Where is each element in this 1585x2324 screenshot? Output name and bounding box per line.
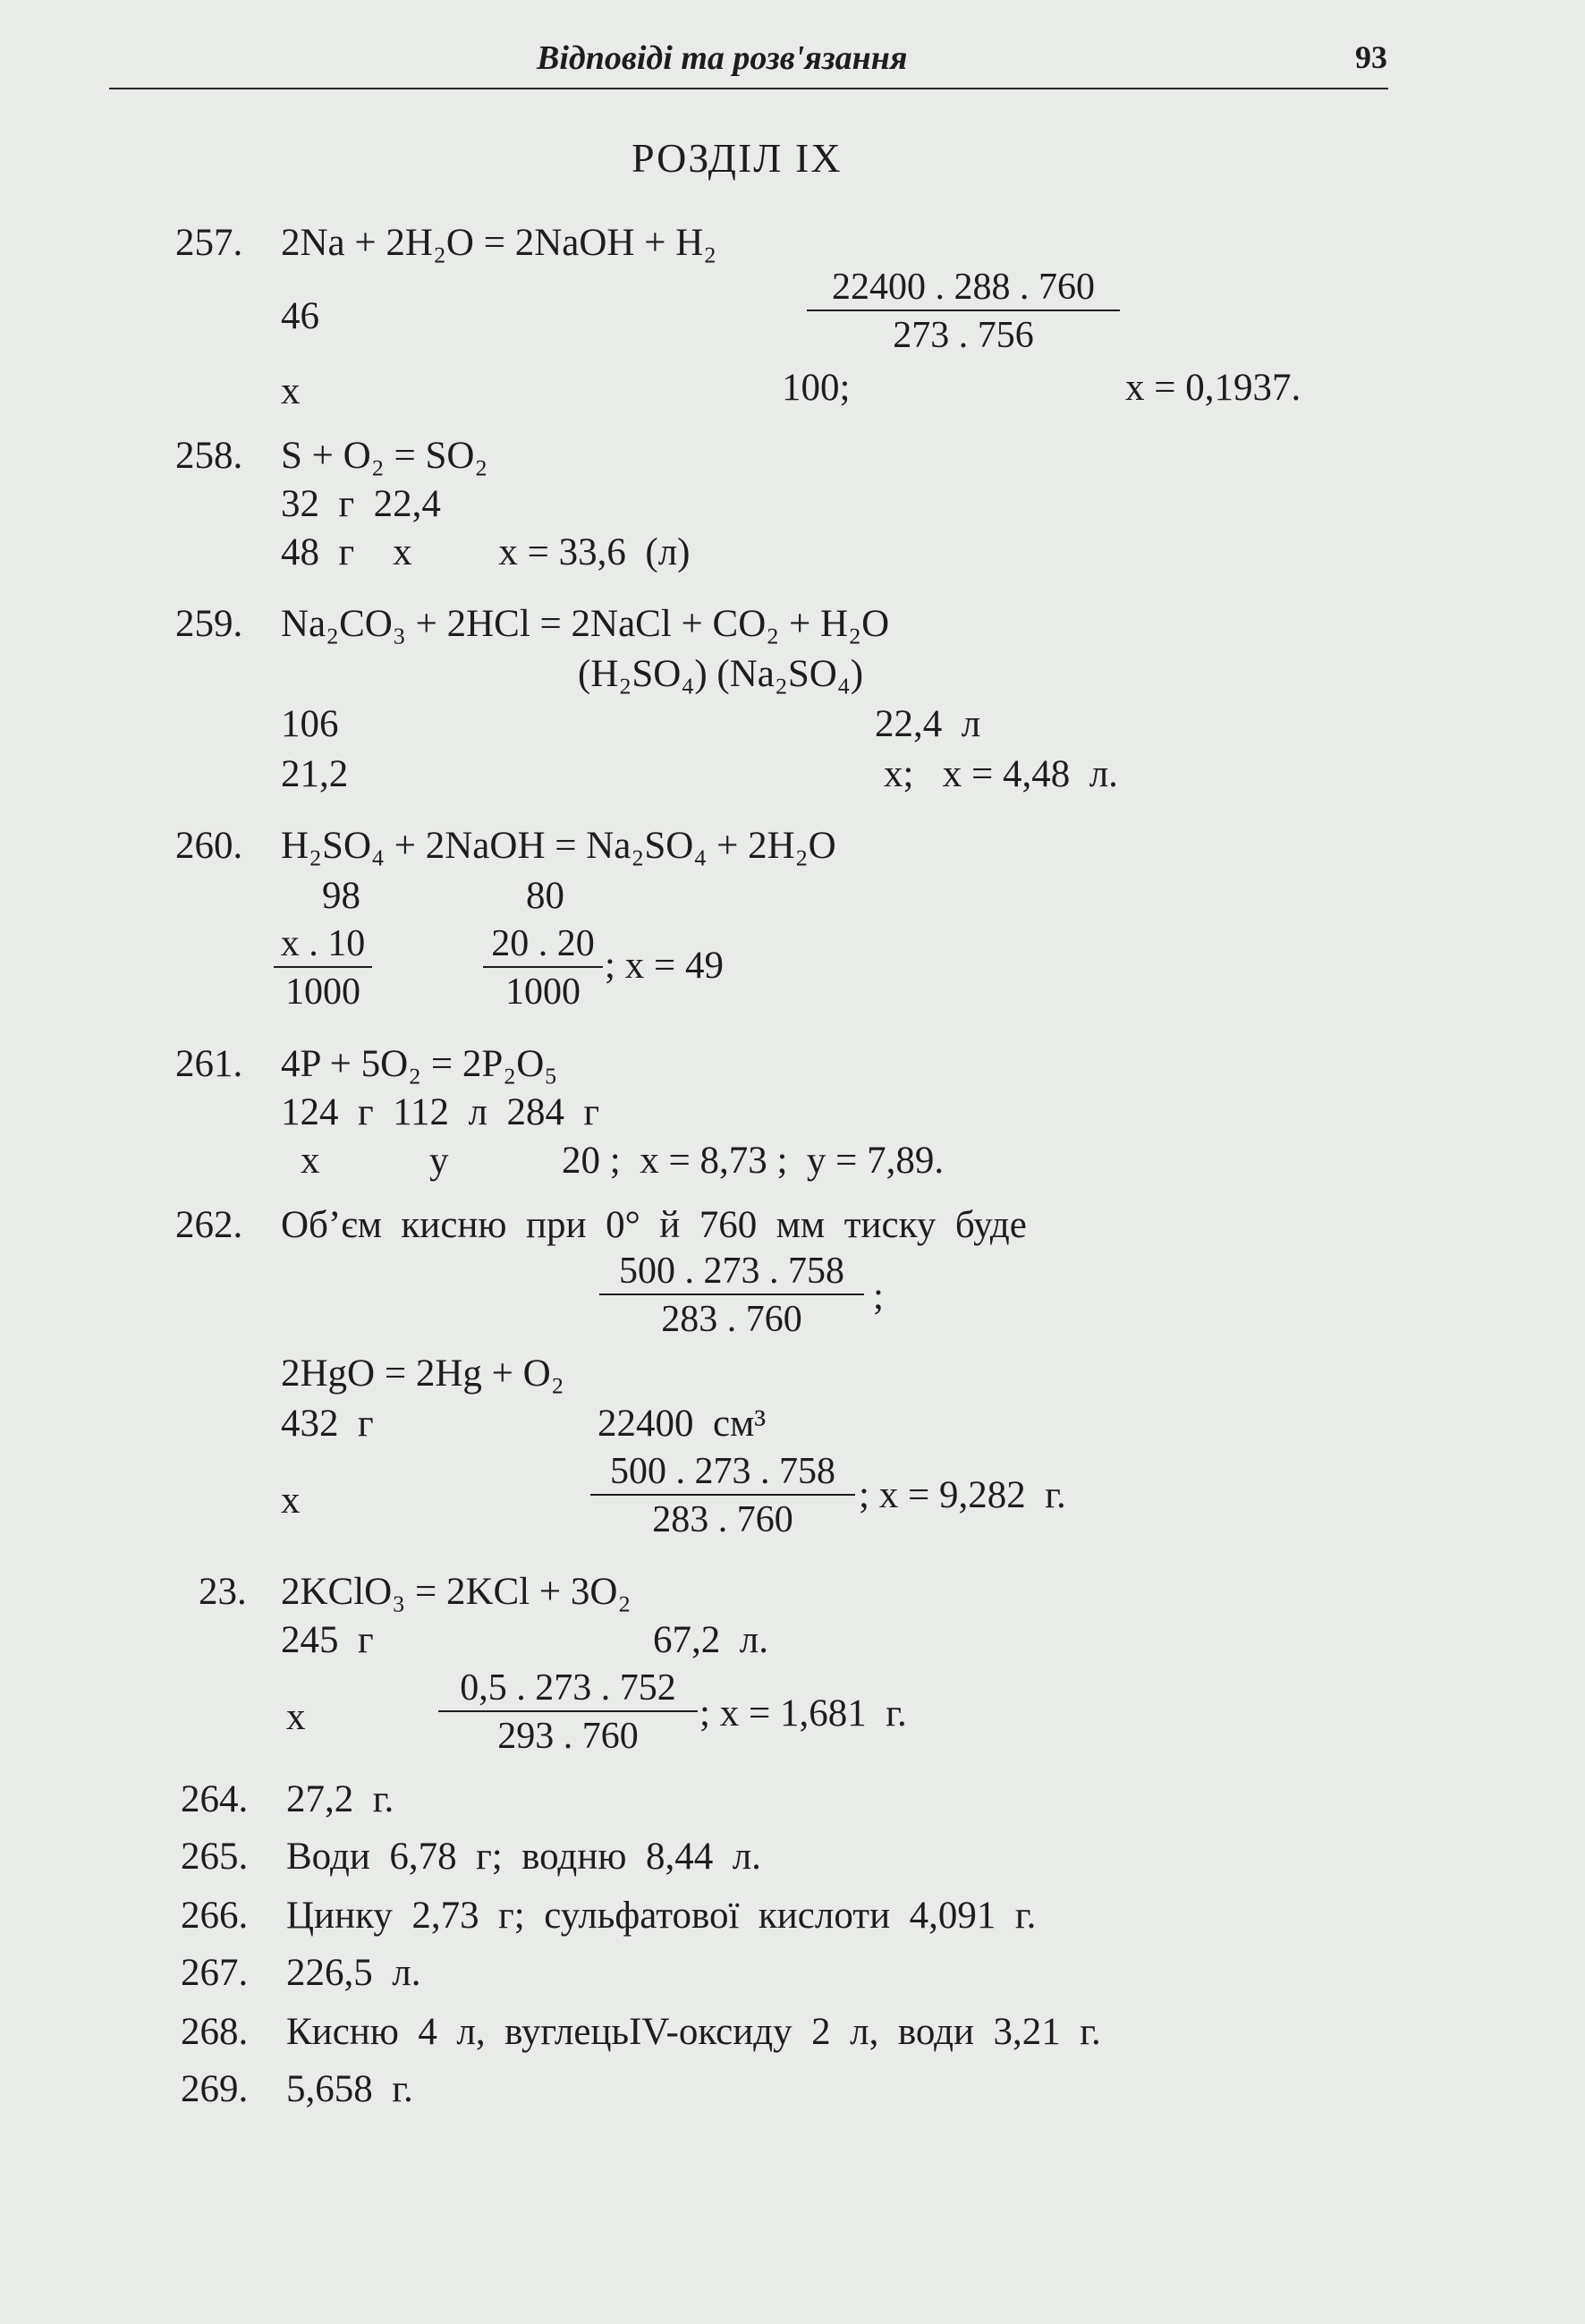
line-text: 46 bbox=[281, 295, 319, 337]
line-text: 48 г x x = 33,6 (л) bbox=[281, 531, 691, 573]
problem-number: 262. bbox=[175, 1204, 243, 1246]
result: ; x = 9,282 г. bbox=[859, 1474, 1066, 1516]
line-text: y bbox=[429, 1140, 449, 1182]
answer-text: Цинку 2,73 г; сульфатової кислоти 4,091 г. bbox=[286, 1895, 1037, 1937]
fraction-numerator: 500 . 273 . 758 bbox=[619, 1251, 844, 1292]
answer-text: Води 6,78 г; водню 8,44 л. bbox=[286, 1836, 761, 1878]
equation: 4P + 5O₂ = 2P₂O₅ bbox=[281, 1043, 558, 1085]
problem-number: 258. bbox=[175, 435, 243, 477]
fraction-denominator: 1000 bbox=[285, 971, 360, 1013]
fraction-numerator: 0,5 . 273 . 752 bbox=[460, 1667, 676, 1709]
line-text: 32 г 22,4 bbox=[281, 483, 441, 525]
fraction-denominator: 283 . 760 bbox=[661, 1299, 802, 1340]
problem-number: 257. bbox=[175, 222, 243, 264]
fraction bbox=[590, 1453, 855, 1539]
equation: 2HgO = 2Hg + O₂ bbox=[281, 1353, 564, 1395]
line-text: x bbox=[286, 1696, 306, 1738]
fraction-bar bbox=[274, 966, 372, 968]
fraction-numerator: x . 10 bbox=[280, 923, 366, 964]
alternative-formulas: (H₂SO₄) (Na₂SO₄) bbox=[578, 653, 864, 695]
fraction-numerator: 22400 . 288 . 760 bbox=[832, 267, 1095, 308]
problem-number: 260. bbox=[175, 825, 243, 867]
fraction-numerator: 20 . 20 bbox=[491, 923, 595, 964]
fraction-denominator: 273 . 756 bbox=[893, 315, 1034, 356]
fraction-denominator: 1000 bbox=[505, 971, 581, 1013]
problem-number: 265. bbox=[181, 1836, 249, 1878]
line-text: 245 г bbox=[281, 1619, 374, 1661]
equation: 2KClO₃ = 2KCl + 3O₂ bbox=[281, 1571, 631, 1613]
problem-number: 266. bbox=[181, 1895, 249, 1937]
line-text: 100; bbox=[782, 367, 851, 409]
running-header: Відповіді та розв'язання bbox=[537, 39, 908, 77]
fraction bbox=[807, 268, 1120, 354]
problem-text: Об’єм кисню при 0° й 760 мм тиску буде bbox=[281, 1204, 1027, 1246]
problem-number: 269. bbox=[181, 2068, 249, 2110]
line-text: x bbox=[301, 1140, 320, 1182]
result: x; x = 4,48 л. bbox=[884, 753, 1118, 795]
header-rule bbox=[109, 88, 1388, 89]
line-text: 67,2 л. bbox=[653, 1619, 768, 1661]
equation: 2Na + 2H₂O = 2NaOH + H₂ bbox=[281, 222, 717, 264]
result: ; x = 1,681 г. bbox=[699, 1692, 907, 1735]
problem-number: 268. bbox=[181, 2011, 249, 2053]
line-text: 98 bbox=[322, 875, 360, 917]
fraction-denominator: 293 . 760 bbox=[497, 1716, 639, 1757]
fraction bbox=[483, 925, 603, 1011]
line-text: 80 bbox=[526, 875, 564, 917]
line-text: 106 bbox=[281, 703, 339, 745]
answer-text: 5,658 г. bbox=[286, 2068, 413, 2110]
fraction bbox=[438, 1669, 698, 1755]
result: ; x = 49 bbox=[605, 945, 724, 987]
equation: Na₂CO₃ + 2HCl = 2NaCl + CO₂ + H₂O bbox=[281, 603, 890, 645]
line-text: 22400 см³ bbox=[598, 1403, 767, 1445]
line-text: ; bbox=[873, 1276, 884, 1318]
result: 20 ; x = 8,73 ; y = 7,89. bbox=[562, 1140, 945, 1182]
problem-number: 264. bbox=[181, 1778, 249, 1820]
line-text: 22,4 л bbox=[875, 703, 981, 745]
answer-text: Кисню 4 л, вуглецьIV-оксиду 2 л, води 3,21 г. bbox=[286, 2011, 1101, 2053]
line-text: 21,2 bbox=[281, 753, 349, 795]
problem-number: 23. bbox=[199, 1571, 247, 1613]
answer-text: 226,5 л. bbox=[286, 1952, 421, 1994]
fraction-bar bbox=[599, 1293, 864, 1295]
result: x = 0,1937. bbox=[1125, 367, 1301, 409]
problem-number: 259. bbox=[175, 603, 243, 645]
problem-number: 261. bbox=[175, 1043, 243, 1085]
fraction-bar bbox=[590, 1494, 855, 1496]
fraction bbox=[274, 925, 372, 1011]
fraction-denominator: 283 . 760 bbox=[652, 1499, 793, 1540]
fraction-bar bbox=[807, 310, 1120, 311]
fraction-bar bbox=[483, 966, 603, 968]
section-title: РОЗДІЛ IX bbox=[631, 135, 843, 181]
answer-text: 27,2 г. bbox=[286, 1778, 394, 1820]
equation: H₂SO₄ + 2NaOH = Na₂SO₄ + 2H₂O bbox=[281, 825, 836, 867]
fraction-bar bbox=[438, 1710, 698, 1712]
line-text: x bbox=[281, 370, 301, 412]
fraction-numerator: 500 . 273 . 758 bbox=[610, 1451, 835, 1492]
page-number: 93 bbox=[1355, 39, 1387, 75]
line-text: x bbox=[281, 1480, 301, 1522]
problem-number: 267. bbox=[181, 1952, 249, 1994]
equation: S + O₂ = SO₂ bbox=[281, 435, 488, 477]
line-text: 124 г 112 л 284 г bbox=[281, 1091, 600, 1133]
line-text: 432 г bbox=[281, 1403, 374, 1445]
fraction bbox=[599, 1252, 864, 1338]
